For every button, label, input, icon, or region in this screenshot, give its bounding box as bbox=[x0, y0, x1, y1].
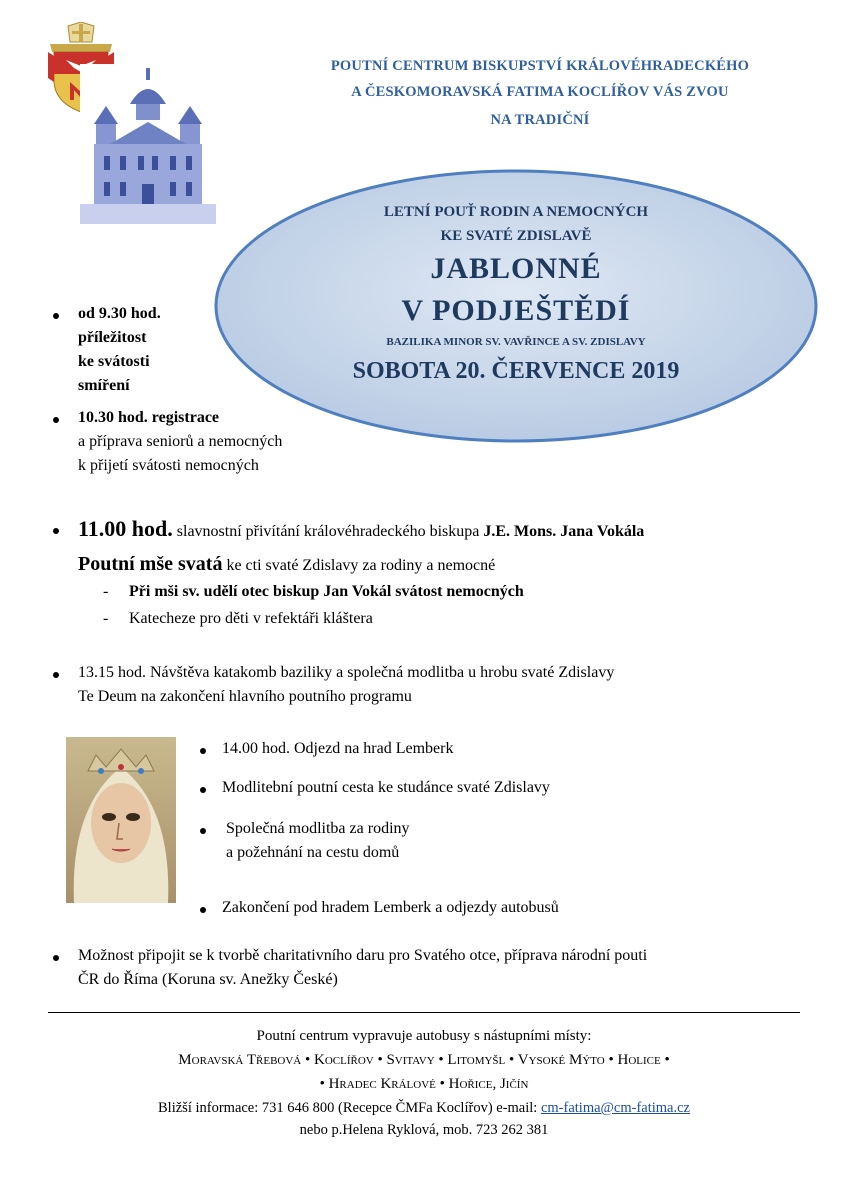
item7-line1: Společná modlitba za rodiny bbox=[226, 820, 410, 837]
header-line-3: NA TRADIČNÍ bbox=[490, 112, 590, 128]
item1-line1: od 9.30 hod. bbox=[78, 305, 161, 322]
bullet bbox=[200, 907, 206, 913]
item3-mass: Poutní mše svatá bbox=[78, 553, 223, 575]
item3-sub1-a: Při mši sv. bbox=[129, 583, 204, 600]
footer-bus-stops-2: • Hradec Králové • Hořice, Jičín bbox=[319, 1076, 529, 1092]
bullet bbox=[200, 787, 206, 793]
footer-divider bbox=[48, 1012, 800, 1013]
footer-contact bbox=[48, 1098, 800, 1119]
program-item-pilgrim-path: Modlitební poutní cesta ke studánce svaté Zdislavy bbox=[222, 779, 550, 796]
footer-line-1: Poutní centrum vypravuje autobusy s nástupními místy: bbox=[256, 1028, 592, 1044]
item2-line3: k přijetí svátosti nemocných bbox=[78, 457, 259, 474]
item3-sub2: Katecheze pro děti v refektáři kláštera bbox=[129, 610, 373, 627]
email-link[interactable]: cm-fatima@cm-fatima.cz bbox=[540, 1100, 690, 1116]
oval-line-1: LETNÍ POUŤ RODIN A NEMOCNÝCH bbox=[383, 204, 649, 220]
item3-sub-anointing: - Při mši sv. udělí otec biskup Jan Vokál svátost nemocných bbox=[103, 583, 524, 600]
basilica-illustration bbox=[80, 64, 216, 224]
item4-line2: Te Deum na zakončení hlavního poutního programu bbox=[78, 688, 412, 705]
item3-text: slavnostní přivítání královéhradeckého biskupa bbox=[172, 523, 484, 540]
bullet bbox=[53, 672, 59, 678]
header-line-1: POUTNÍ CENTRUM BISKUPSTVÍ KRÁLOVÉHRADECKÉHO bbox=[330, 58, 750, 74]
program-item-registration bbox=[78, 406, 378, 478]
item2-line2: a příprava seniorů a nemocných bbox=[78, 433, 283, 450]
bullet bbox=[53, 417, 59, 423]
oval-line-2: KE SVATÉ ZDISLAVĚ bbox=[440, 228, 592, 244]
item2-line1: 10.30 hod. registrace bbox=[78, 409, 220, 426]
oval-date: SOBOTA 20. ČERVENCE 2019 bbox=[352, 358, 680, 384]
item3-sub1-b: udělí otec biskup Jan Vokál svátost nemocných bbox=[203, 583, 524, 600]
item3-mass-text: ke cti svaté Zdislavy za rodiny a nemocné bbox=[222, 557, 496, 574]
program-item-prayer bbox=[226, 817, 806, 865]
item3-sub-catechesis: - Katecheze pro děti v refektáři kláštera bbox=[103, 610, 373, 627]
program-item-closing: Zakončení pod hradem Lemberk a odjezdy autobusů bbox=[222, 899, 559, 916]
item1-line3: ke svátosti bbox=[78, 353, 150, 370]
program-item-departure: 14.00 hod. Odjezd na hrad Lemberk bbox=[222, 740, 454, 757]
bullet bbox=[53, 313, 59, 319]
oval-line-5: BAZILIKA MINOR SV. VAVŘINCE A SV. ZDISLAVY bbox=[386, 336, 646, 348]
item1-line2: příležitost bbox=[78, 329, 147, 346]
bullet bbox=[200, 828, 206, 834]
item3-time: 11.00 hod. bbox=[78, 516, 173, 541]
bullet bbox=[53, 528, 59, 534]
item3-bishop: J.E. Mons. Jana Vokála bbox=[483, 523, 645, 540]
footer-alt-contact: nebo p.Helena Ryklová, mob. 723 262 381 bbox=[299, 1122, 549, 1138]
oval-title-podjestedi: V PODJEŠTĚDÍ bbox=[401, 294, 631, 327]
footer-contact-text: Bližší informace: 731 646 800 (Recepce ČMFa Koclířov) e-mail: bbox=[158, 1100, 541, 1116]
bullet bbox=[53, 955, 59, 961]
oval-title-jablonne: JABLONNÉ bbox=[430, 252, 602, 285]
program-item-catacombs bbox=[78, 661, 818, 709]
item4-line1: 13.15 hod. Návštěva katakomb baziliky a společná modlitba u hrobu svaté Zdislavy bbox=[78, 664, 615, 681]
bullet bbox=[200, 748, 206, 754]
program-item-mass bbox=[78, 513, 818, 582]
footer-bus-stops-1: Moravská Třebová • Koclířov • Svitavy • Litomyšl • Vysoké Mýto • Holice • bbox=[178, 1052, 670, 1068]
program-item-charity bbox=[78, 944, 823, 992]
saint-zdislava-portrait bbox=[66, 737, 176, 903]
item9-line2: ČR do Říma (Koruna sv. Anežky České) bbox=[78, 971, 338, 988]
item1-line4: smíření bbox=[78, 377, 130, 394]
item9-line1: Možnost připojit se k tvorbě charitativního daru pro Svatého otce, příprava národní pouti bbox=[78, 947, 648, 964]
item7-line2: a požehnání na cestu domů bbox=[226, 844, 400, 861]
program-item-confession bbox=[78, 302, 228, 398]
header-line-2: A ČESKOMORAVSKÁ FATIMA KOCLÍŘOV VÁS ZVOU bbox=[351, 84, 729, 100]
